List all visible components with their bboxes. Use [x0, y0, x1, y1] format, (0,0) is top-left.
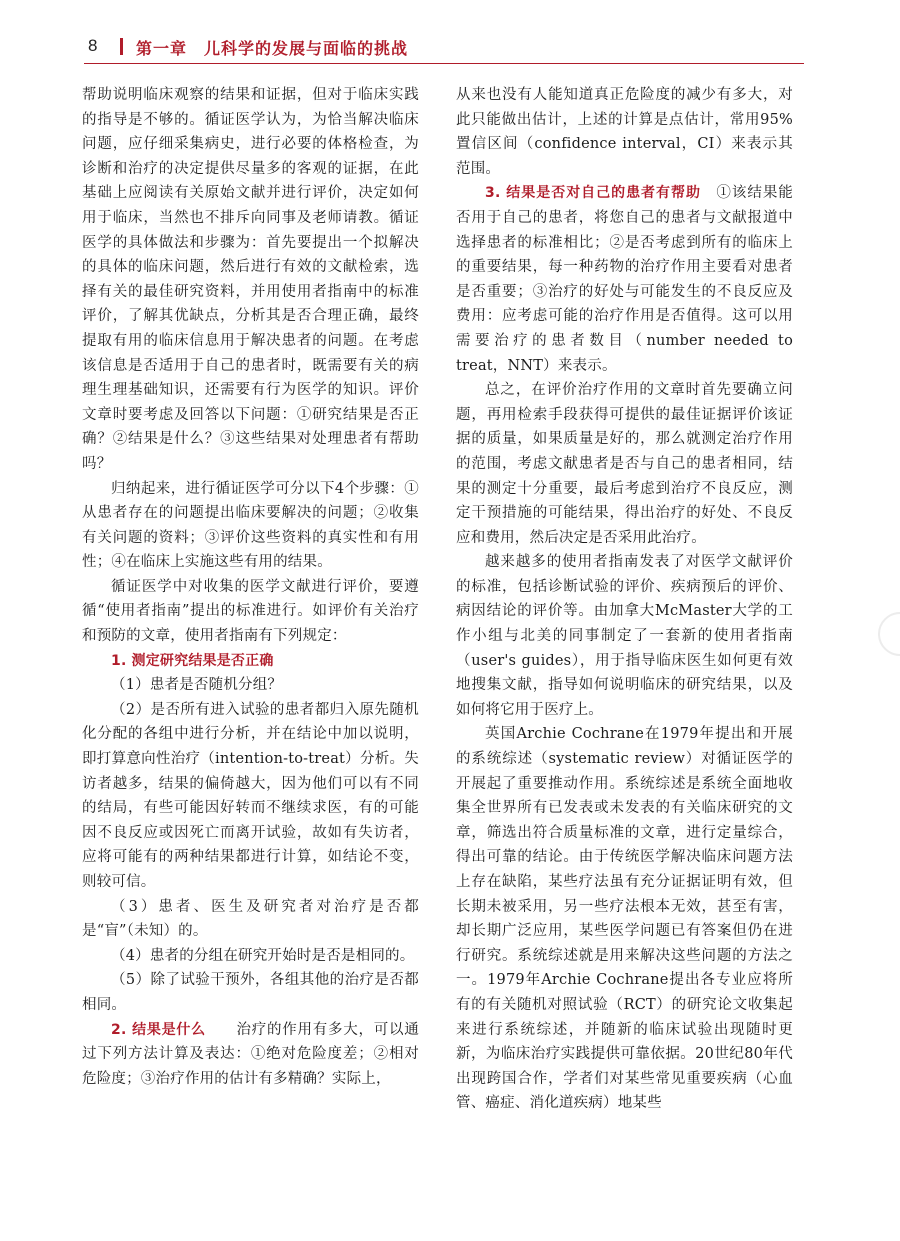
section-heading-1: [82, 649, 419, 674]
section-2-text: 治疗的作用有多大，可以通过下列方法计算及表达：①绝对危险度差；②相对危险度；③治疗作用的估计有多精确？实际上，: [82, 1021, 419, 1087]
paragraph: 循证医学中对收集的医学文献进行评价，要遵循“使用者指南”提出的标准进行。如评价有关治疗和预防的文章，使用者指南有下列规定：: [82, 578, 419, 645]
chapter-title: 第一章 儿科学的发展与面临的挑战: [136, 39, 409, 58]
header-rule: [84, 63, 804, 64]
paragraph: 总之，在评价治疗作用的文章时首先要确立问题，再用检索手段获得可提供的最佳证据评价该证据的质量，如果质量是好的，那么就测定治疗作用的范围，考虑文献患者是否与自己的患者相同，结果的测定十分重要，最后考虑到治疗不良反应，测定干预措施的可能结果，得出治疗的好处、不良反应和费用，然后决定是否采用此治疗。: [456, 382, 793, 546]
left-column: [82, 83, 419, 1091]
list-item: （1）患者是否随机分组？: [111, 677, 283, 694]
section-heading-text: 1. 测定研究结果是否正确: [111, 652, 274, 669]
paragraph: 越来越多的使用者指南发表了对医学文献评价的标准，包括诊断试验的评价、疾病预后的评价、病因结论的评价等。由加拿大McMaster大学的工作小组与北美的同事制定了一套新的使用者指南（user's guides），用于指导临床医生如何更有效地搜集文献，指导如何说明临床的研究结果，以及如何将它用于医疗上。: [456, 554, 793, 718]
paragraph: 英国Archie Cochrane在1979年提出和开展的系统综述（systematic review）对循证医学的开展起了重要推动作用。系统综述是系统全面地收集全世界所有已发表或未发表的有关临床研究的文章，筛选出符合质量标准的文章，进行定量综合，得出可靠的结论。由于传统医学解决临床问题方法上存在缺陷，某些疗法虽有充分证据证明有效，但长期未被采用，另一些疗法根本无效，甚至有害，却长期广泛应用，某些医学问题已有答案但仍在进行研究。系统综述就是用来解决这些问题的方法之一。1979年Archie Cochrane提出各专业应将所有的有关随机对照试验（RCT）的研究论文收集起来进行系统综述，并随新的临床试验出现随时更新，为临床治疗实践提供可靠依据。20世纪80年代出现跨国合作，学者们对某些常见重要疾病（心血管、癌症、消化道疾病）地某些: [456, 726, 793, 1112]
list-item: （2）是否所有进入试验的患者都归入原先随机化分配的各组中进行分析，并在结论中加以说明，即打算意向性治疗（intention-to-treat）分析。失访者越多，结果的偏倚越大，因为他们可以有不同的结局，有些可能因好转而不继续求医，有的可能因不良反应或因死亡而离开试验，故如有失访者，应将可能有的两种结果都进行计算，如结论不变，则较可信。: [82, 701, 419, 890]
header-divider: [120, 38, 123, 55]
section-2: [82, 1018, 419, 1092]
page-number: 8: [88, 36, 98, 55]
paragraph: 帮助说明临床观察的结果和证据，但对于临床实践的指导是不够的。循证医学认为，为恰当解决临床问题，应仔细采集病史，进行必要的体格检查，为诊断和治疗的决定提供尽量多的客观的证据，在此基础上应阅读有关原始文献并进行评价，决定如何用于临床，当然也不排斥向同事及老师请教。循证医学的具体做法和步骤为：首先要提出一个拟解决的具体的临床问题，然后进行有效的文献检索，选择有关的最佳研究资料，并用使用者指南中的标准评价，了解其优缺点，分析其是否合理正确，最终提取有用的临床信息用于解决患者的问题。在考虑该信息是否适用于自己的患者时，既需要有关的病理生理基础知识，还需要有行为医学的知识。评价文章时要考虑及回答以下问题：①研究结果是否正确？②结果是什么？③这些结果对处理患者有帮助吗？: [82, 87, 419, 472]
right-column: [456, 83, 793, 1116]
list-item: （3）患者、医生及研究者对治疗是否都是“盲”（未知）的。: [82, 898, 419, 940]
list-item: （5）除了试验干预外，各组其他的治疗是否都相同。: [82, 972, 419, 1013]
paragraph: 从来也没有人能知道真正危险度的减少有多大，对此只能做出估计，上述的计算是点估计，常用95%置信区间（confidence interval，CI）来表示其范围。: [456, 87, 793, 177]
list-item: （4）患者的分组在研究开始时是否是相同的。: [111, 947, 415, 964]
section-3: [456, 181, 793, 378]
paragraph: 归纳起来，进行循证医学可分以下4个步骤：①从患者存在的问题提出临床要解决的问题；②收集有关问题的资料；③评价这些资料的真实性和有用性；④在临床上实施这些有用的结果。: [82, 480, 419, 571]
section-heading-2: 2. 结果是什么: [111, 1021, 206, 1038]
page-edge-mark: [878, 612, 900, 656]
section-3-text: ①该结果能否用于自己的患者，将您自己的患者与文献报道中选择患者的标准相比；②是否考虑到所有的临床上的重要结果，每一种药物的治疗作用主要看对患者是否重要；③治疗的好处与可能发生的不良反应及费用：应考虑可能的治疗作用是否值得。这可以用需要治疗的患者数目（number needed to treat，NNT）来表示。: [456, 185, 794, 374]
section-heading-3: 3. 结果是否对自己的患者有帮助: [485, 185, 701, 202]
page-header: [84, 30, 804, 64]
